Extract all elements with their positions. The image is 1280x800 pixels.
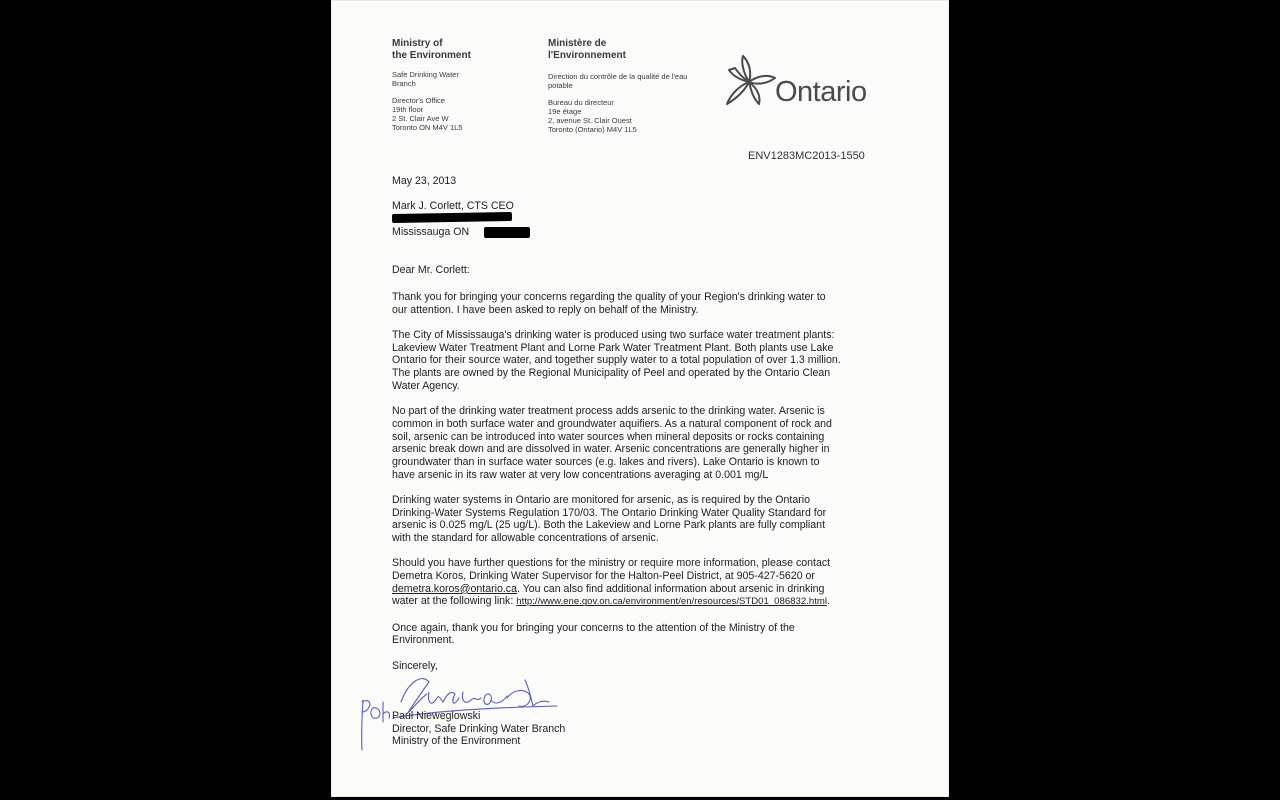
closing-paragraph: Once again, thank you for bringing your concerns to the attention of the Ministry of the Environment. — [392, 621, 795, 647]
header-english — [392, 38, 471, 132]
salutation: Dear Mr. Corlett: — [392, 264, 470, 276]
signer-org: Ministry of the Environment — [392, 735, 521, 748]
letter-date: May 23, 2013 — [392, 175, 457, 187]
branch-fr: Direction du contrôle de la qualité de l'eau potable — [548, 72, 688, 90]
recipient-city: Mississauga ON — [392, 225, 470, 238]
paragraph: Thank you for bringing your concerns regarding the quality of your Region's drinking water to our attention. I have been asked to reply on behalf of the Ministry. — [392, 291, 826, 316]
recipient-name: Mark J. Corlett, CTS CEO — [392, 200, 514, 212]
paragraph: No part of the drinking water treatment process adds arsenic to the drinking water. Arsenic is common in both surface water and groundwater aquifiers. As a natural component of rock and soil, arsenic can be introduced into water sources when mineral deposits or rocks containing arsenic break down and are dissolved in water. Arsenic concentrations are generally higher in groundwater than in surface water sources (e.g. lakes and rivers). Lake Ontario is known to have arsenic in its raw water at very low concentrations averaging at 0.001 mg/L — [392, 405, 832, 481]
sign-off: Sincerely, — [392, 659, 438, 672]
letter-body — [392, 291, 872, 672]
contact-paragraph: Should you have further questions for the ministry or require more information, please contact Demetra Koros, Drinking Water Supervisor for the Halton-Peel District, at 905-427-5620 or demetra.koros@ontario.ca. You can also find additional information about arsenic in drinking water at the following link: http://www.ene.gov.on.ca/environment/en/resources/STD01_086832.html. — [392, 557, 831, 608]
ontario-wordmark: Ontario — [775, 76, 867, 108]
email-link[interactable]: demetra.koros@ontario.ca — [392, 582, 517, 595]
office-address-fr: Bureau du directeur 19e étage 2, avenue St. Clair Ouest Toronto (Ontario) M4V 1L5 — [548, 98, 637, 134]
branch-en: Safe Drinking Water Branch — [392, 70, 459, 88]
letter-page — [331, 0, 949, 797]
ministry-name-fr: Ministère de l'Environnement — [548, 38, 626, 61]
signature-block — [392, 710, 872, 748]
office-address-en: Director's Office 19th floor 2 St. Clair Ave W Toronto ON M4V 1L5 — [392, 96, 463, 132]
ontario-logo — [723, 54, 883, 110]
ministry-name-en: Ministry of the Environment — [392, 38, 471, 61]
signer-title: Director, Safe Drinking Water Branch — [392, 722, 566, 735]
header-french — [548, 38, 687, 134]
redaction-bar — [484, 227, 530, 238]
trillium-icon — [723, 54, 779, 108]
reference-number: ENV1283MC2013-1550 — [748, 150, 865, 162]
paragraph: The City of Mississauga's drinking water is produced using two surface water treatment plants: Lakeview Water Treatment Plant and Lorne Park Water Treatment Plant. Both plants use Lake Ontario for their source water, and together supply water to a total population of over 1.3 million. The plants are owned by the Regional Municipality of Peel and operated by the Ontario Clean Water Agency. — [392, 329, 841, 392]
paragraph: Drinking water systems in Ontario are monitored for arsenic, as is required by the Ontario Drinking-Water Systems Regulation 170/03. The Ontario Drinking Water Quality Standard for arsenic is 0.025 mg/L (25 ug/L). Both the Lakeview and Lorne Park plants are fully compliant with the standard for allowable concentrations of arsenic. — [392, 493, 827, 545]
resource-link[interactable]: http://www.ene.gov.on.ca/environment/en/resources/STD01_086832.html — [516, 596, 827, 608]
signer-name: Paul Nieweglowski — [392, 710, 481, 722]
